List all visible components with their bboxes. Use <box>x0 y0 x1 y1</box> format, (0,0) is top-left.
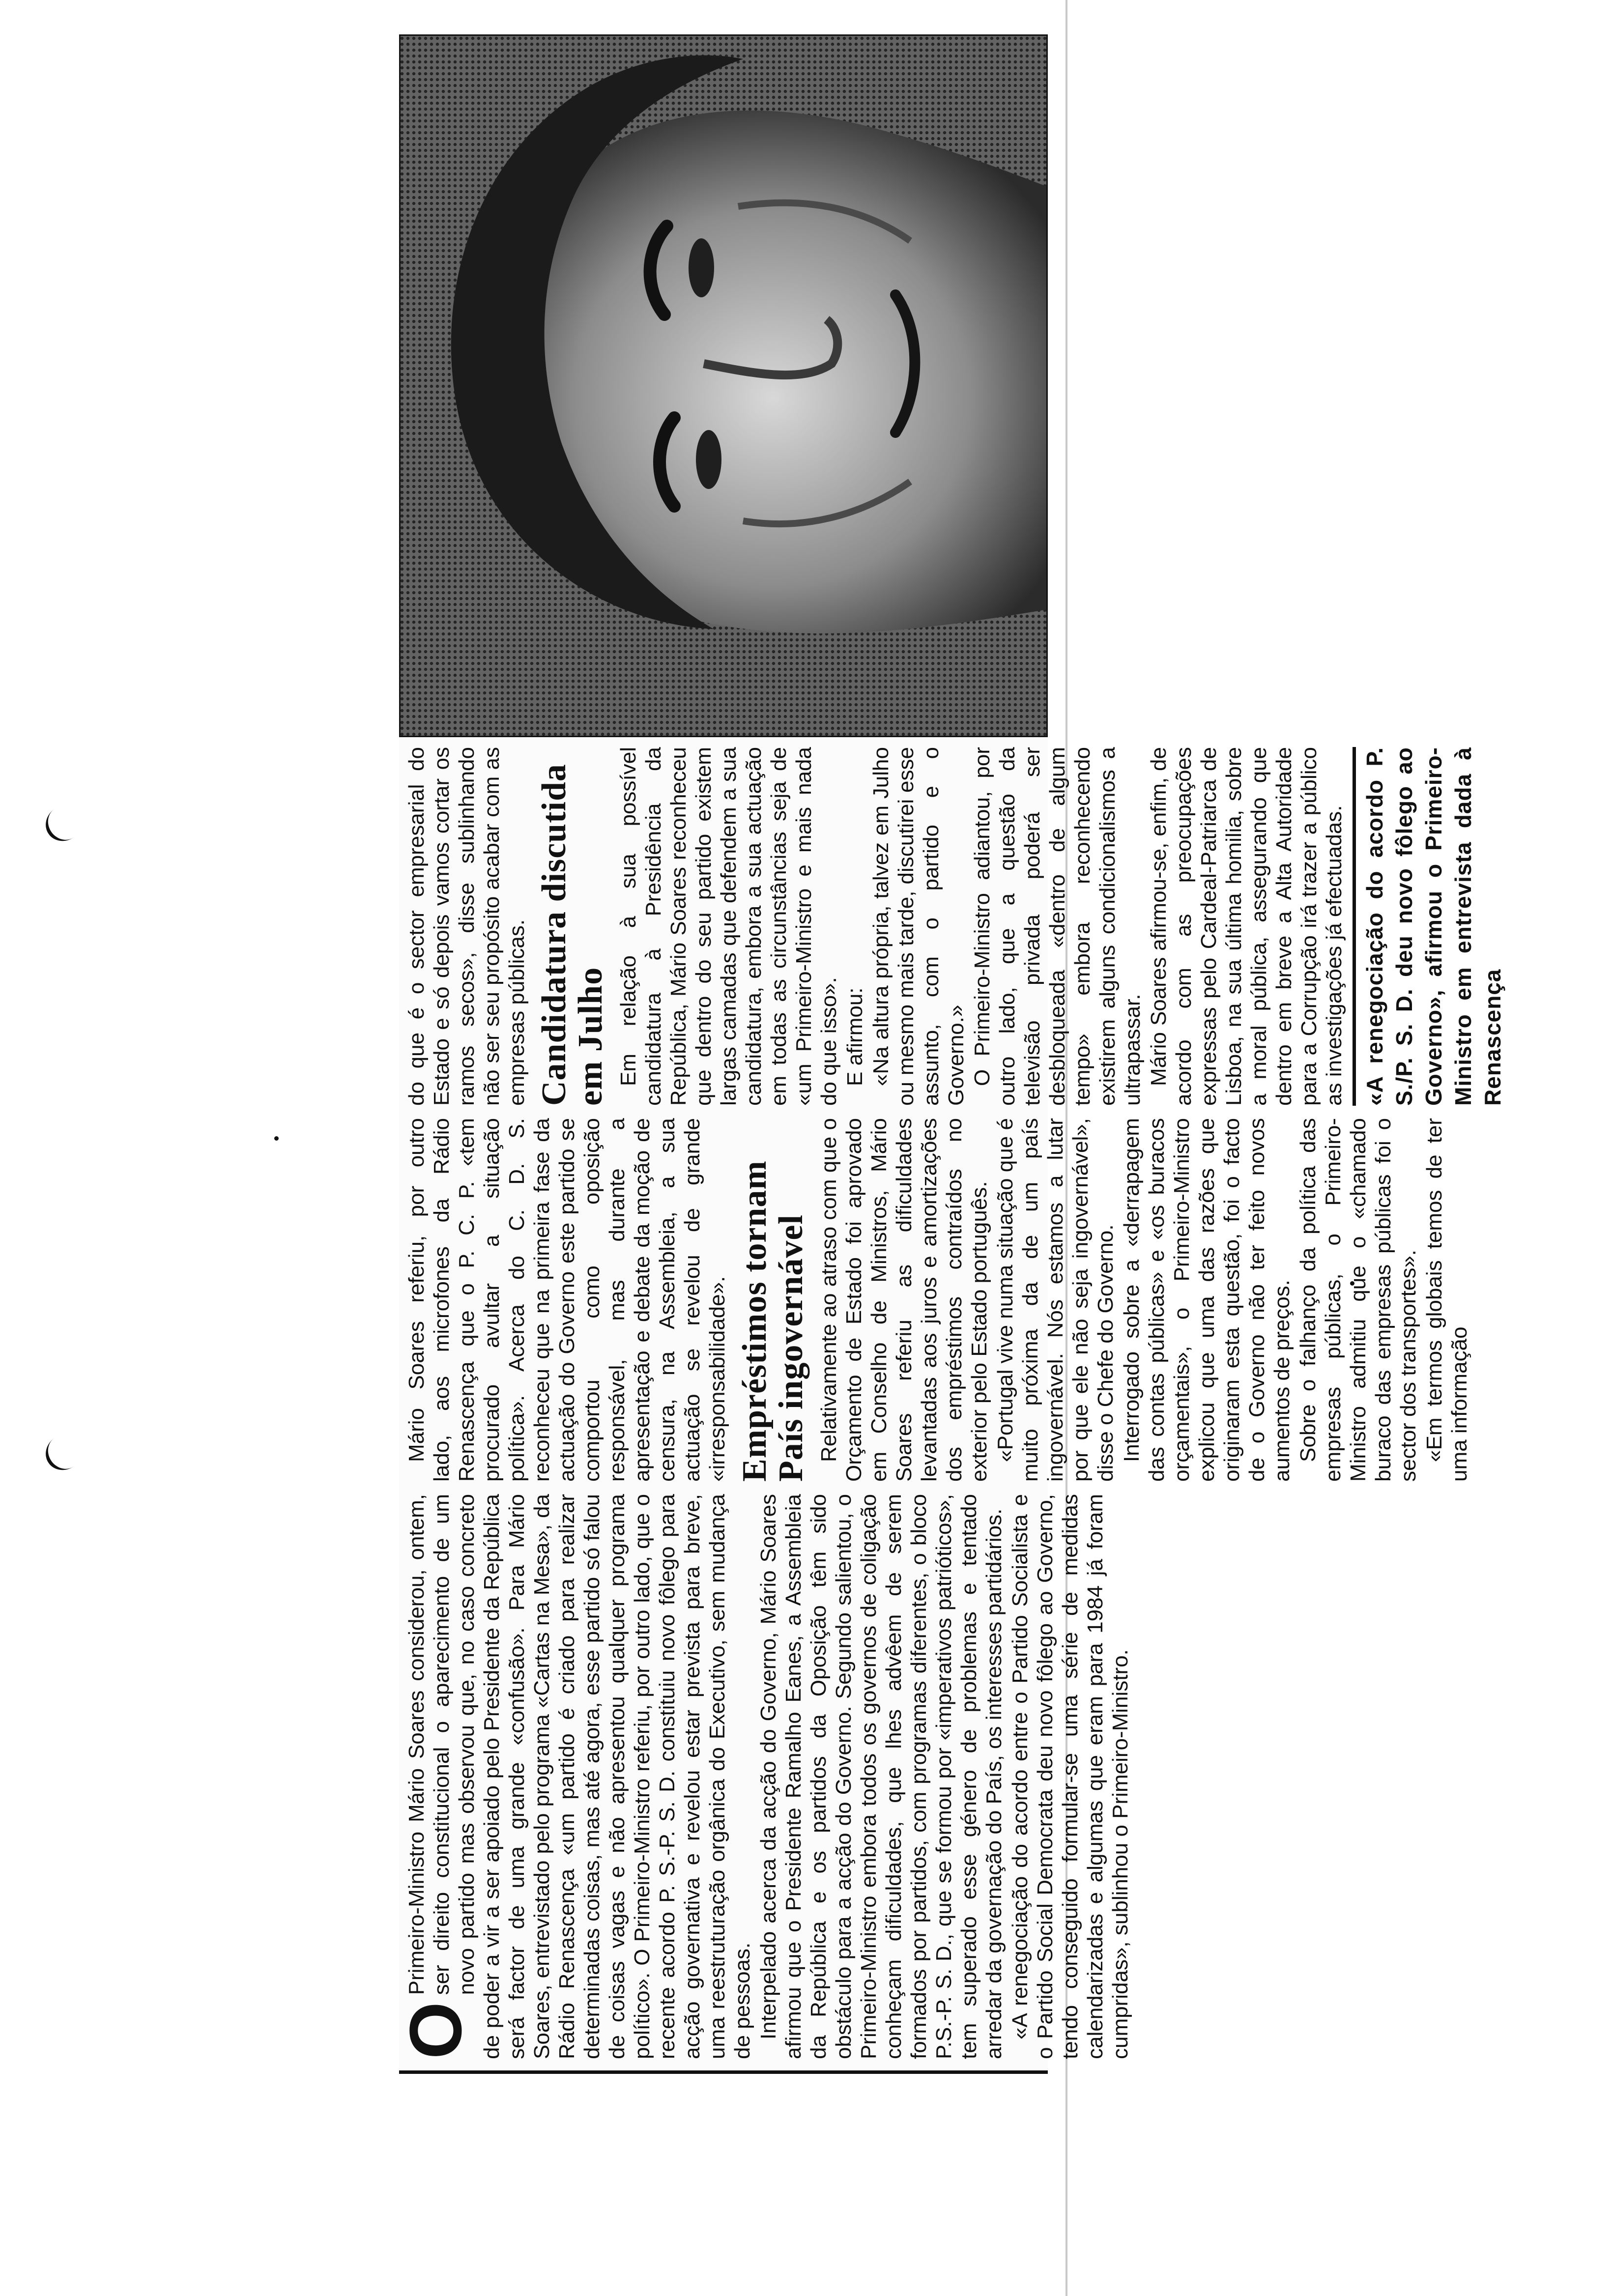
portrait-photo <box>399 34 1048 737</box>
section-heading: Candidatura discutida em Julho <box>535 764 609 1106</box>
column-rule-left <box>399 2070 1048 2074</box>
pull-quote: «A renegociação do acordo P. S./P. S. D. deu novo fôlego ao Governo», afirmou o Primeiro-Ministro em entrevista dada à Renascença <box>1353 747 1507 1106</box>
section-heading: Empréstimos tornam País ingovernável <box>736 1160 810 1482</box>
newspaper-clipping <box>394 34 1505 2074</box>
paragraph: Mário Soares afirmou-se, enfim, de acordo com as preocupações expressas pelo Cardeal-Patriarca de Lisboa, na sua última homilia, sobre a moral pública, assegurando que dentro em breve a Alta Autoridade para a Corrupção irá trazer a público as investigações já efectuadas. <box>1147 747 1346 1106</box>
paragraph: E afirmou: <box>843 987 867 1086</box>
paragraph: Interpelado acerca da acção do Governo, Mário Soares afirmou que o Presidente Ramalho Eanes, a Assembleia da República e os partidos da Oposição têm sido obstáculo para a acção do Governo. Segundo salientou, o Primeiro-Ministro embora todos os governos de coligação conheçam dificuldades, que lhes advêem de serem formados por partidos, com programas diferentes, o bloco P.S.-P. S. D., que se formou por «imperativos patrióticos», tem superado esse género de problemas e tentado arredar da governação do País, os interesses partidários. <box>756 1494 1006 2059</box>
paragraph: Interrogado sobre a «derrapagem das contas públicas» e «os buracos orçamentais», o Primeiro-Ministro explicou que uma das razões que originaram esta questão, foi o facto de o Governo não ter feito novos aumentos de preços. <box>1120 1118 1294 1482</box>
paragraph: do que é o sector empresarial do Estado e só depois vamos cortar os ramos secos», disse sublinhando não ser seu propósito acabar com as empresas públicas. <box>404 747 529 1106</box>
article-column-1 <box>394 1494 1134 2059</box>
article-column-2 <box>404 1118 1473 1482</box>
article-column-3 <box>404 747 1507 1106</box>
drop-cap: O <box>394 2002 477 2059</box>
paragraph: Mário Soares referiu, por outro lado, aos microfones da Rádio Renascença que o P. C. P. «tem procurado avultar a situação política». Acerca do C. D. S. reconheceu que na primeira fase da actuação do Governo este partido se comportou como oposição responsável, mas durante a apresentação e debate da moção de censura, na Assembleia, a sua actuação se revelou de grande «irresponsabilidade». <box>404 1118 729 1482</box>
paragraph: Primeiro-Ministro Mário Soares considerou, ontem, ser direito constitucional o aparecimento de um novo partido mas observou que, no caso concreto de poder a vir a ser apoiado pelo Presidente da República será factor de uma grande «confusão». Para Mário Soares, entrevistado pelo programa «Cartas na Mesa», da Rádio Renascença «um partido é criado para realizar determinadas coisas, mas até agora, esse partido só falou de coisas vagas e não apresentou qualquer programa político». O Primeiro-Ministro referiu, por outro lado, que o recente acordo P. S.-P. S. D. constituiu novo fôlego para acção governativa e revelou estar prevista para breve, uma reestruturação orgânica do Executivo, sem mudança de pessoas. <box>404 1494 754 2059</box>
paragraph: «Em termos globais temos de ter uma informação <box>1422 1118 1471 1482</box>
paragraph: O Primeiro-Ministro adiantou, por outro lado, que a questão da televisão privada poderá ser desbloqueada «dentro de algum tempo» embora reconhecendo existirem alguns condicionalismos a ultrapassar. <box>970 747 1145 1106</box>
paragraph: Sobre o falhanço da política das empresas públicas, o Primeiro-Ministro admitiu que o «chamado buraco das empresas públicas foi o sector dos transportes». <box>1296 1118 1420 1482</box>
paragraph: «Portugal vive numa situação que é muito próxima da de um país ingovernável. Nós estamos a lutar por que ele não seja ingovernável», disse o Chefe do Governo. <box>993 1118 1118 1482</box>
paragraph: «Na altura própria, talvez em Julho ou mesmo mais tarde, discutirei esse assunto, com o partido e o Governo.» <box>869 747 968 1106</box>
paragraph: «A renegociação do acordo entre o Partido Socialista e o Partido Social Democrata deu novo fôlego ao Governo, tendo conseguido formular-se uma série de medidas calendarizadas e algumas que eram para 1984 já foram cumpridas», sublinhou o Primeiro-Ministro. <box>1008 1494 1132 2059</box>
paragraph: Relativamente ao atraso com que o Orçamento de Estado foi aprovado em Conselho de Ministros, Mário Soares referiu as dificuldades levantadas aos juros e amortizações dos empréstimos contraídos no exterior pelo Estado português. <box>817 1118 991 1482</box>
scan-speck <box>274 1136 279 1141</box>
paragraph: Em relação à sua possível candidatura à Presidência da República, Mário Soares reconheceu que dentro do seu partido existem largas camadas que defendem a sua candidatura, embora a sua actuação em todas as circunstâncias seja de «um Primeiro-Ministro e mais nada do que isso». <box>616 747 841 1106</box>
